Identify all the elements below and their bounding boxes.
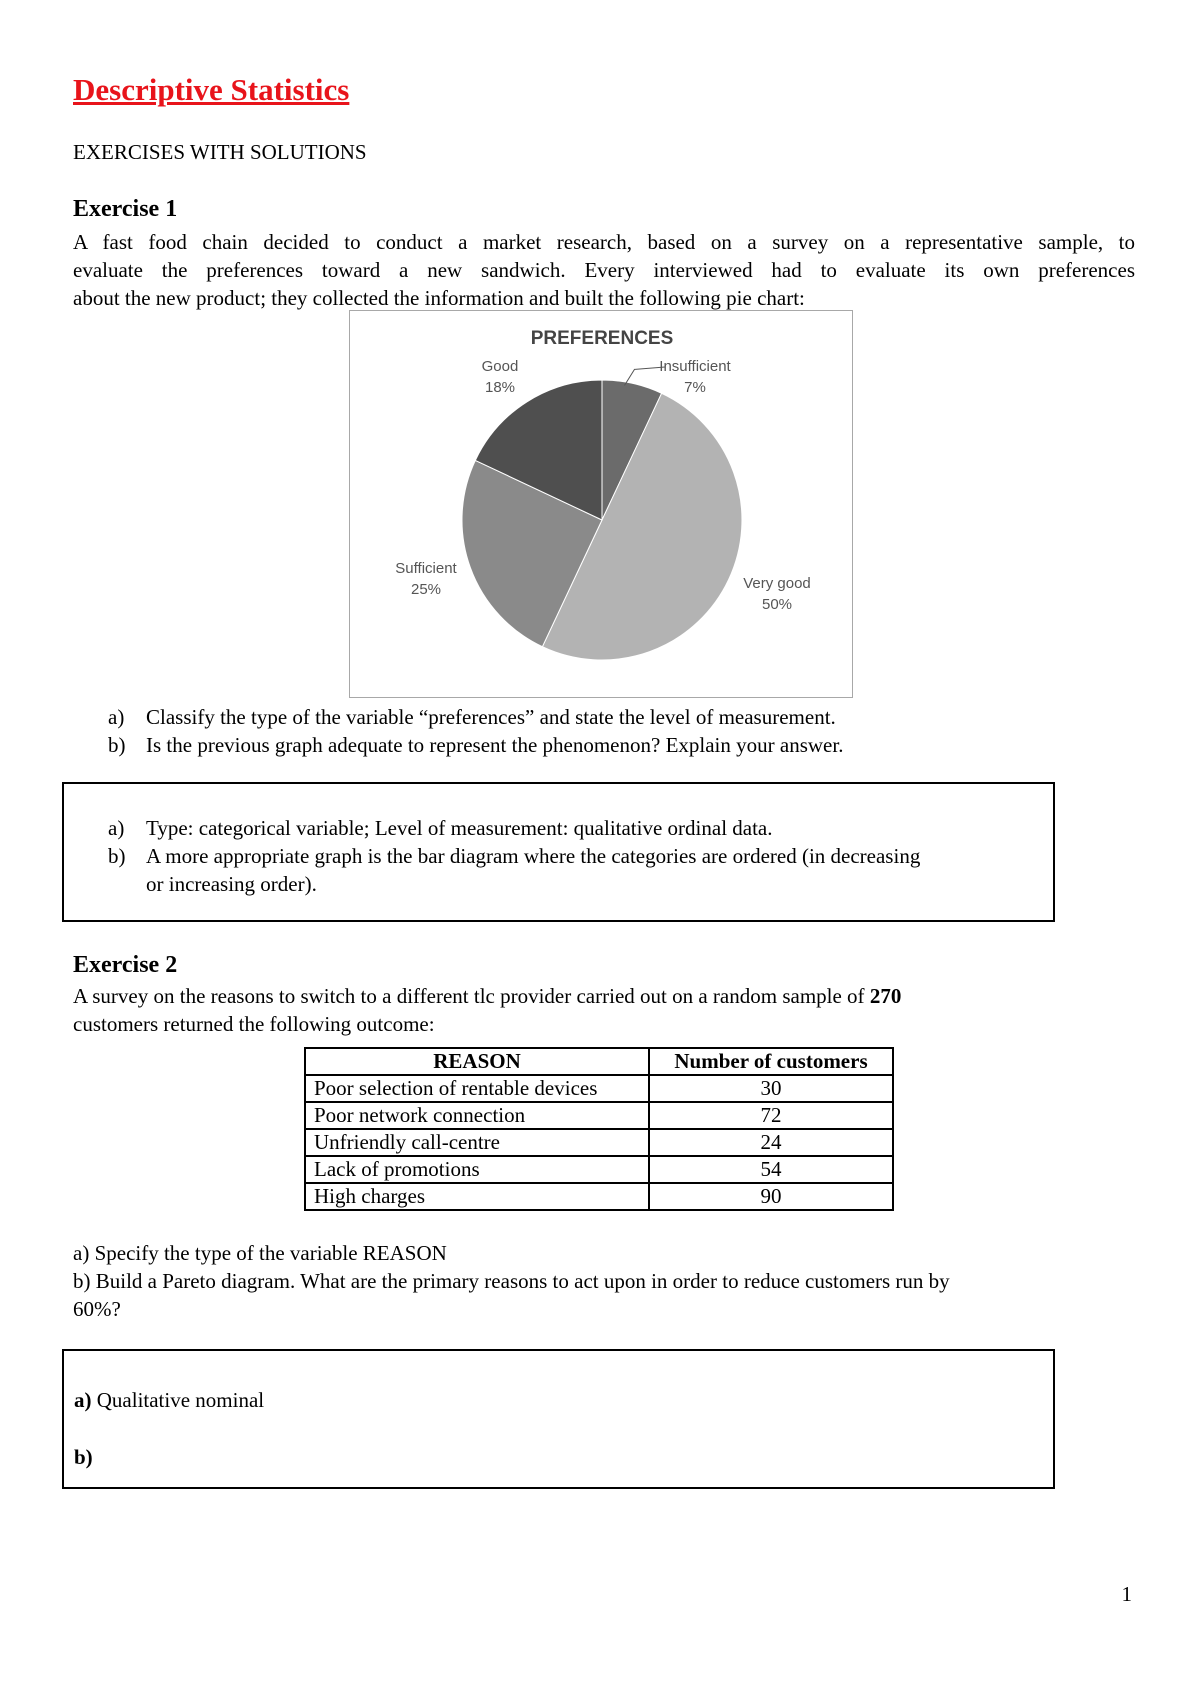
exercise-2-answer-box bbox=[62, 1349, 1055, 1489]
exercise-1-heading: Exercise 1 bbox=[73, 196, 178, 222]
pie-value-label: 50% bbox=[761, 596, 793, 613]
question-item bbox=[108, 703, 843, 731]
table-row bbox=[305, 1183, 893, 1210]
pie-category-label: Sufficient bbox=[395, 560, 457, 577]
pie-chart-svg bbox=[350, 311, 852, 697]
reason-cell: High charges bbox=[305, 1183, 649, 1210]
reason-cell: Lack of promotions bbox=[305, 1156, 649, 1183]
question-line: b) Build a Pareto diagram. What are the primary reasons to act upon in order to reduce customers run by bbox=[73, 1269, 950, 1293]
question-text: Classify the type of the variable “preferences” and state the level of measurement. bbox=[146, 705, 836, 729]
count-cell: 90 bbox=[649, 1183, 893, 1210]
pie-category-label: Very good bbox=[743, 575, 811, 592]
exercise-2-questions bbox=[73, 1239, 1135, 1323]
exercise-1-questions bbox=[108, 703, 843, 759]
exercise-2-heading: Exercise 2 bbox=[73, 952, 178, 978]
page-number: 1 bbox=[1121, 1582, 1132, 1606]
answer-text: Type: categorical variable; Level of measurement: qualitative ordinal data. bbox=[146, 816, 773, 840]
count-cell: 30 bbox=[649, 1075, 893, 1102]
exercise-1-line: A fast food chain decided to conduct a market research, based on a survey on a representative sample, to bbox=[73, 230, 1135, 254]
table-header-row bbox=[305, 1048, 893, 1075]
sample-size: 270 bbox=[869, 984, 902, 1008]
pie-category-label: Good bbox=[481, 358, 519, 375]
answer-text: Qualitative nominal bbox=[96, 1388, 265, 1412]
exercise-1-text bbox=[73, 228, 1135, 312]
chart-title: PREFERENCES bbox=[530, 328, 674, 349]
answer-text: A more appropriate graph is the bar diagram where the categories are ordered (in decreasing or increasing order). bbox=[146, 844, 921, 896]
count-cell: 72 bbox=[649, 1102, 893, 1129]
exercise-1-answers bbox=[108, 814, 928, 898]
table-row bbox=[305, 1129, 893, 1156]
answer-marker: b) bbox=[108, 844, 126, 868]
pie-value-label: 7% bbox=[684, 379, 706, 396]
answer-b bbox=[74, 1445, 93, 1470]
question-item bbox=[108, 731, 843, 759]
reasons-table bbox=[304, 1047, 894, 1211]
exercise-2-line: customers returned the following outcome: bbox=[73, 1012, 435, 1036]
reason-cell: Unfriendly call-centre bbox=[305, 1129, 649, 1156]
answer-marker: a) bbox=[74, 1388, 92, 1412]
document-title: Descriptive Statistics bbox=[73, 72, 350, 107]
pie-value-label: 25% bbox=[410, 581, 442, 598]
reason-cell: Poor network connection bbox=[305, 1102, 649, 1129]
answer-a bbox=[74, 1388, 264, 1413]
column-header-reason: REASON bbox=[305, 1048, 649, 1075]
question-marker: a) bbox=[108, 705, 125, 729]
question-marker: b) bbox=[108, 733, 126, 757]
pie-value-label: 18% bbox=[484, 379, 516, 396]
pie-category-label: Insufficient bbox=[659, 358, 731, 375]
count-cell: 24 bbox=[649, 1129, 893, 1156]
question-line: 60%? bbox=[73, 1297, 121, 1321]
exercise-1-answer-box bbox=[62, 782, 1055, 922]
answer-marker: b) bbox=[74, 1445, 93, 1469]
exercise-2-intro: A survey on the reasons to switch to a different tlc provider carried out on a random sample of bbox=[73, 984, 865, 1008]
column-header-customers: Number of customers bbox=[649, 1048, 893, 1075]
document-subtitle: EXERCISES WITH SOLUTIONS bbox=[73, 140, 367, 164]
reason-cell: Poor selection of rentable devices bbox=[305, 1075, 649, 1102]
answer-marker: a) bbox=[108, 816, 125, 840]
count-cell: 54 bbox=[649, 1156, 893, 1183]
answer-item bbox=[108, 842, 928, 898]
pie-chart bbox=[349, 310, 853, 698]
question-line: a) Specify the type of the variable REASON bbox=[73, 1241, 447, 1265]
exercise-1-line: about the new product; they collected the information and built the following pie chart: bbox=[73, 286, 805, 310]
exercise-2-text bbox=[73, 982, 1135, 1038]
exercise-1-line: evaluate the preferences toward a new sandwich. Every interviewed had to evaluate its own preferences bbox=[73, 258, 1135, 282]
question-text: Is the previous graph adequate to represent the phenomenon? Explain your answer. bbox=[146, 733, 844, 757]
answer-item bbox=[108, 814, 928, 842]
table-row bbox=[305, 1156, 893, 1183]
table-row bbox=[305, 1075, 893, 1102]
exercise-2-line bbox=[73, 982, 1135, 1010]
table-row bbox=[305, 1102, 893, 1129]
